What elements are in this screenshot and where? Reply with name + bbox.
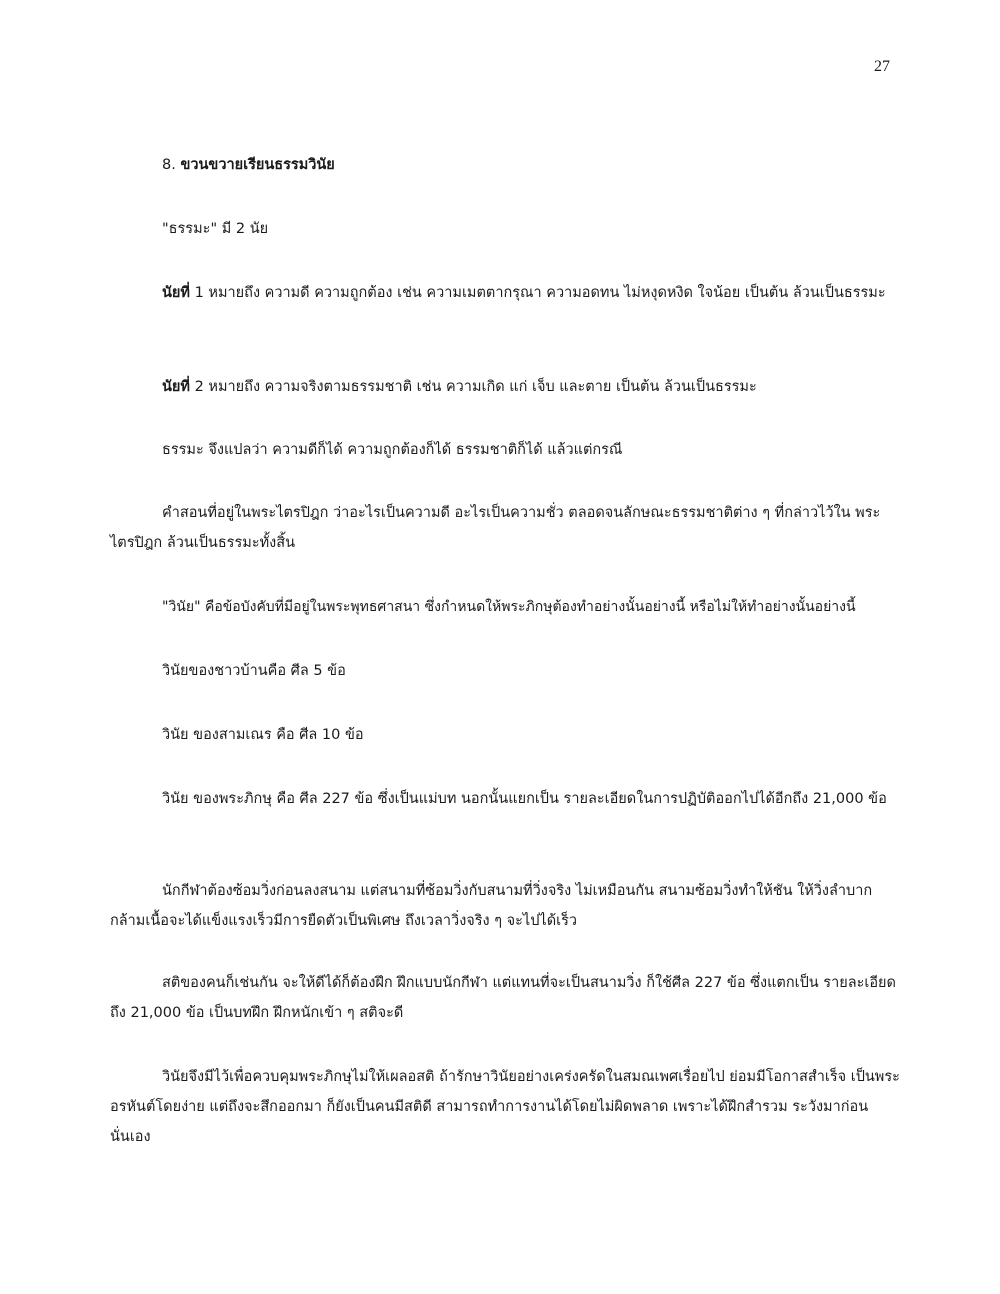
meaning-1-label: นัยที่ [162,285,190,301]
paragraph-dhamma-meanings: "ธรรมะ" มี 2 นัย [162,221,269,237]
paragraph-dhamma-definition: ธรรมะ จึงแปลว่า ความดีก็ได้ ความถูกต้องก็ได้ ธรรมชาติก็ได้ แล้วแต่กรณี [162,442,623,458]
section-heading [110,150,900,180]
heading-number: 8. [162,157,176,173]
meaning-1-text: 1 หมายถึง ความดี ความถูกต้อง เช่น ความเมตตากรุณา ความอดทน ไม่หงุดหงิด ใจน้อย เป็นต้น ล้วนเป็นธรรมะ [189,285,886,301]
paragraph-lay-precepts: วินัยของชาวบ้านคือ ศีล 5 ข้อ [162,663,346,679]
heading-title: ขวนขวายเรียนธรรมวินัย [180,157,335,173]
paragraph-mindfulness-training: สติของคนก็เช่นกัน จะให้ดีได้ก็ต้องฝึก ฝึกแบบนักกีฬา แต่แทนที่จะเป็นสนามวิ่ง ก็ใช้ศีล 227 ข้อ ซึ่งแตกเป็น รายละเอียดถึง 21,000 ข้อ เป็นบทฝึก ฝึกหนักเข้า ๆ สติจะดี [110,975,896,1021]
paragraph-meaning-1 [110,278,900,308]
paragraph-novice-precepts: วินัย ของสามเณร คือ ศีล 10 ข้อ [162,727,364,743]
page-number: 27 [874,58,890,75]
paragraph-meaning-2 [110,372,900,402]
paragraph-vinaya-definition: "วินัย" คือข้อบังคับที่มีอยู่ในพระพุทธศาสนา ซึ่งกำหนดให้พระภิกษุต้องทำอย่างนั้นอย่างนี้ หรือไม่ให้ทำอย่างนั้นอย่างนี้ [162,599,856,615]
paragraph-tipitaka: คำสอนที่อยู่ในพระไตรปิฎก ว่าอะไรเป็นความดี อะไรเป็นความชั่ว ตลอดจนลักษณะธรรมชาติต่าง ๆ ที่กล่าวไว้ใน พระไตรปิฎก ล้วนเป็นธรรมะทั้งสิ้น [110,505,881,551]
paragraph-vinaya-purpose: วินัยจึงมีไว้เพื่อควบคุมพระภิกษุไม่ให้เผลอสติ ถ้ารักษาวินัยอย่างเคร่งครัดในสมณเพศเรื่อยไป ย่อมมีโอกาสสำเร็จ เป็นพระอรหันต์โดยง่าย แต่ถึงจะสึกออกมา ก็ยังเป็นคนมีสติดี สามารถทำการงานได้โดยไม่ผิดพลาด เพราะได้ฝึกสำรวม ระวังมาก่อนนั่นเอง [110,1069,900,1145]
paragraph-monk-precepts: วินัย ของพระภิกษุ คือ ศีล 227 ข้อ ซึ่งเป็นแม่บท นอกนั้นแยกเป็น รายละเอียดในการปฏิบัติออกไปได้อีกถึง 21,000 ข้อ [162,791,887,807]
meaning-2-text: 2 หมายถึง ความจริงตามธรรมชาติ เช่น ความเกิด แก่ เจ็บ และตาย เป็นต้น ล้วนเป็นธรรมะ [189,379,757,395]
meaning-2-label: นัยที่ [162,379,190,395]
paragraph-athlete-analogy: นักกีฬาต้องซ้อมวิ่งก่อนลงสนาม แต่สนามที่ซ้อมวิ่งกับสนามที่วิ่งจริง ไม่เหมือนกัน สนามซ้อมวิ่งทำให้ชัน ให้วิ่งลำบาก กล้ามเนื้อจะได้แข็งแรงเร็วมีการยืดตัวเป็นพิเศษ ถึงเวลาวิ่งจริง ๆ จะไปได้เร็ว [110,883,873,929]
